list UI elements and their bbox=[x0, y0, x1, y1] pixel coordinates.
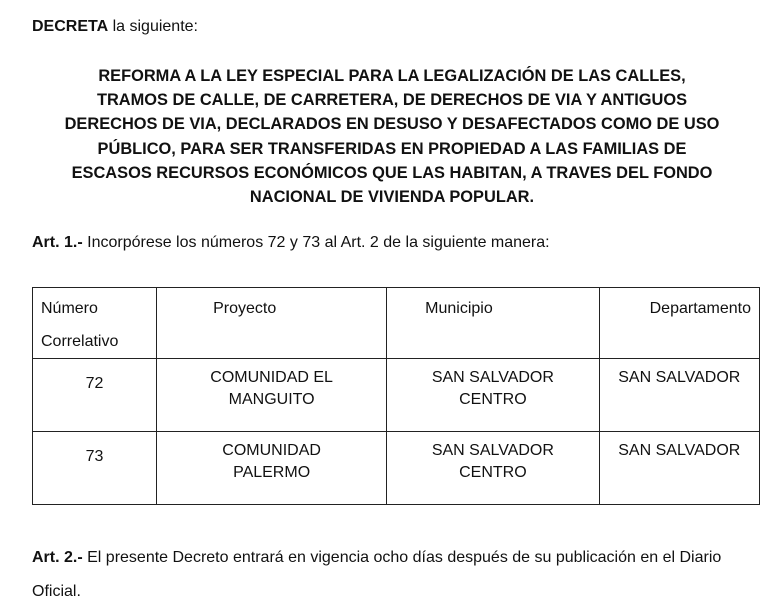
decree-title-line: REFORMA A LA LEY ESPECIAL PARA LA LEGALIZACIÓN DE LAS CALLES, bbox=[98, 67, 686, 85]
decree-title-line: DERECHOS DE VIA, DECLARADOS EN DESUSO Y DESAFECTADOS COMO DE USO bbox=[64, 115, 720, 134]
decree-intro bbox=[32, 18, 198, 36]
cell-municipio-line: SAN SALVADOR bbox=[431, 442, 554, 459]
cell-proyecto-line: COMUNIDAD EL bbox=[210, 369, 333, 386]
cell-proyecto-line: MANGUITO bbox=[228, 391, 315, 408]
decree-title-line: TRAMOS DE CALLE, DE CARRETERA, DE DERECHOS DE VIA Y ANTIGUOS bbox=[96, 91, 688, 110]
decree-title-line: PÚBLICO, PARA SER TRANSFERIDAS EN PROPIEDAD A LAS FAMILIAS DE bbox=[97, 139, 687, 158]
header-correlativo-line: Correlativo bbox=[41, 333, 119, 350]
cell-proyecto bbox=[157, 359, 387, 432]
cell-municipio-line: SAN SALVADOR bbox=[431, 369, 554, 386]
cell-proyecto bbox=[157, 432, 387, 505]
article-1-label: Art. 1.- bbox=[32, 234, 83, 251]
decreta-keyword: DECRETA bbox=[32, 18, 109, 35]
decree-title-line: ESCASOS RECURSOS ECONÓMICOS QUE LAS HABITAN, A TRAVES DEL FONDO bbox=[71, 163, 713, 182]
cell-municipio-line: CENTRO bbox=[459, 464, 527, 481]
article-1-text: Incorpórese los números 72 y 73 al Art. 2 de la siguiente manera: bbox=[82, 234, 550, 251]
places-table bbox=[32, 287, 760, 505]
article-2 bbox=[32, 541, 772, 609]
cell-numero: 73 bbox=[33, 432, 157, 505]
decree-title-line: NACIONAL DE VIVIENDA POPULAR. bbox=[249, 188, 535, 207]
decree-title bbox=[22, 64, 762, 209]
cell-proyecto-line: COMUNIDAD bbox=[222, 442, 321, 459]
decree-intro-text: la siguiente: bbox=[108, 18, 198, 35]
table-header-row bbox=[33, 288, 760, 359]
article-2-label: Art. 2.- bbox=[32, 549, 83, 566]
article-2-text: El presente Decreto entrará en vigencia ocho días después de su publicación en el Diario Oficial. bbox=[32, 549, 722, 600]
header-numero-line: Número bbox=[41, 300, 98, 317]
cell-departamento: SAN SALVADOR bbox=[599, 432, 759, 505]
header-numero-correlativo bbox=[33, 288, 157, 359]
cell-municipio-line: CENTRO bbox=[459, 391, 527, 408]
cell-numero: 72 bbox=[33, 359, 157, 432]
cell-departamento: SAN SALVADOR bbox=[599, 359, 759, 432]
header-proyecto: Proyecto bbox=[157, 288, 387, 359]
article-1 bbox=[32, 234, 550, 252]
header-departamento: Departamento bbox=[599, 288, 759, 359]
header-municipio: Municipio bbox=[387, 288, 599, 359]
table-row bbox=[33, 359, 760, 432]
cell-proyecto-line: PALERMO bbox=[233, 464, 311, 481]
table-row bbox=[33, 432, 760, 505]
cell-municipio bbox=[387, 432, 599, 505]
cell-municipio bbox=[387, 359, 599, 432]
